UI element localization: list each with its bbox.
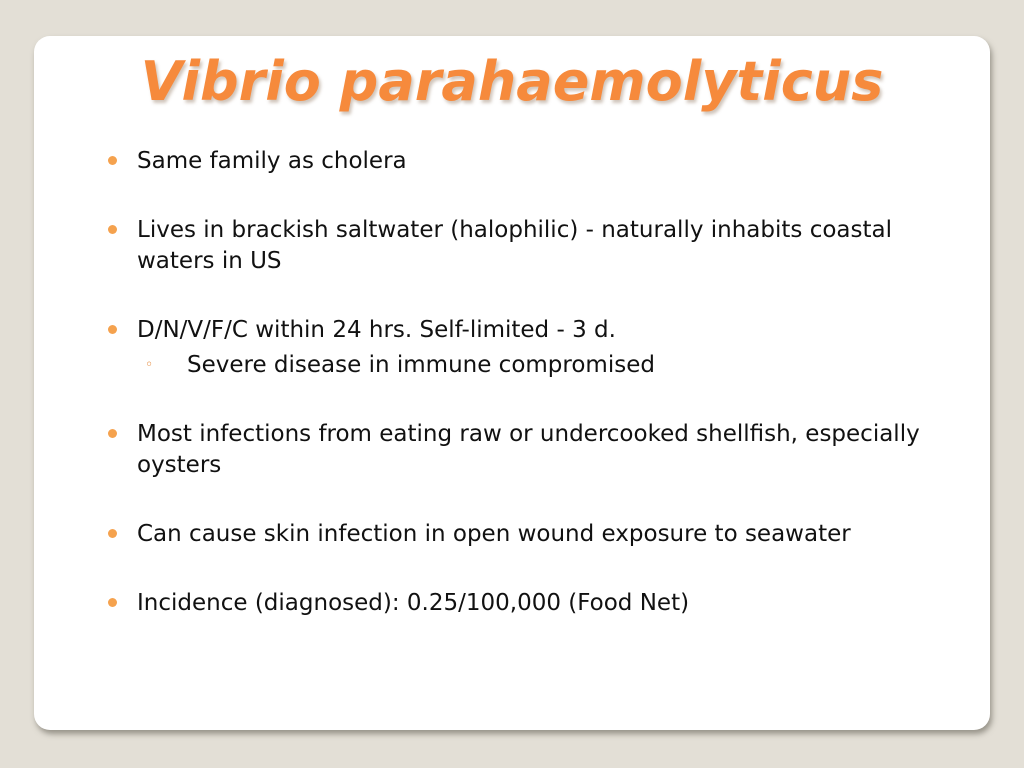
bullet-dot-icon <box>108 429 117 438</box>
bullet-text: Incidence (diagnosed): 0.25/100,000 (Food Net) <box>137 590 690 616</box>
bullet-item <box>105 315 955 346</box>
sub-bullet-text: Severe disease in immune compromised <box>187 352 655 378</box>
bullet-dot-icon <box>108 225 117 234</box>
hollow-circle-icon: ◦ <box>145 357 154 373</box>
slide-title: Vibrio parahaemolyticus <box>140 50 884 113</box>
bullet-item <box>105 588 955 619</box>
bullet-item <box>105 519 955 550</box>
bullet-dot-icon <box>108 156 117 165</box>
bullet-list <box>105 146 955 619</box>
bullet-text: Same family as cholera <box>137 148 407 174</box>
bullet-item <box>105 419 955 481</box>
bullet-text: Most infections from eating raw or undercooked shellfish, especially oysters <box>137 421 920 478</box>
bullet-item <box>105 146 955 177</box>
bullet-text: Can cause skin infection in open wound exposure to seawater <box>137 521 851 547</box>
bullet-dot-icon <box>108 598 117 607</box>
bullet-dot-icon <box>108 325 117 334</box>
bullet-item <box>105 215 955 277</box>
bullet-dot-icon <box>108 529 117 538</box>
bullet-text: Lives in brackish saltwater (halophilic) - naturally inhabits coastal waters in US <box>137 217 892 274</box>
sub-bullet-item <box>137 350 955 381</box>
bullet-text: D/N/V/F/C within 24 hrs. Self-limited - 3 d. <box>137 317 616 343</box>
